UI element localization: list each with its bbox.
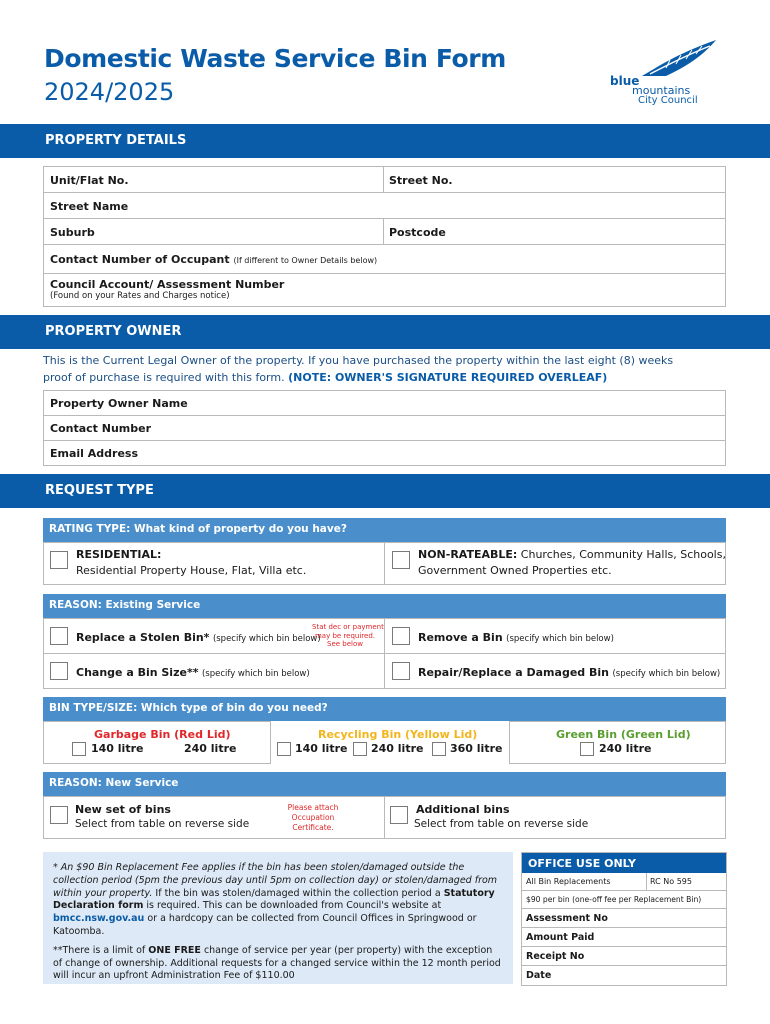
owner-intro [43,352,733,386]
office-use-heading: OFFICE USE ONLY [522,853,726,873]
green-240-checkbox[interactable] [580,742,594,756]
occupant-contact-note: (If different to Owner Details below) [233,256,378,265]
office-amount-row[interactable]: Amount Paid [522,928,726,947]
logo-text-mountains: mountains [632,84,691,97]
leaf-icon [636,38,722,80]
new-set-red-note: Please attach Occupation Certificate. [287,803,339,832]
office-receipt-row[interactable]: Receipt No [522,947,726,966]
property-details-band: PROPERTY DETAILS [0,124,770,158]
nonrateable-checkbox[interactable] [392,551,410,569]
reason-existing-bar: REASON: Existing Service [43,594,726,618]
stolen-label: Replace a Stolen Bin* (specify which bin below) [76,631,321,644]
remove-label: Remove a Bin (specify which bin below) [418,631,614,644]
street-name-row[interactable] [44,193,725,219]
council-logo [608,38,722,110]
suburb-label: Suburb [50,226,95,239]
logo-text-council: City Council [638,95,698,106]
garbage-140-label: 140 litre [91,742,144,755]
change-size-checkbox[interactable] [50,662,68,680]
additional-label: Additional bins [416,803,510,816]
office-use-table [521,852,727,986]
stolen-red-note: Stat dec or payment may be required. See below [312,623,384,648]
office-assessment-row[interactable]: Assessment No [522,909,726,928]
office-fee-row: $90 per bin (one-off fee per Replacement Bin) [522,891,726,909]
owner-contact-label: Contact Number [50,422,152,435]
property-owner-band: PROPERTY OWNER [0,315,770,349]
owner-email-row[interactable] [44,441,725,465]
owner-intro-line1: This is the Current Legal Owner of the property. If you have purchased the property within the last eight (8) weeks [43,354,674,367]
account-number-label: Council Account/ Assessment Number [50,278,285,291]
recycling-240-checkbox[interactable] [353,742,367,756]
logo-text-blue: blue [610,74,640,88]
street-no-label: Street No. [389,174,453,187]
residential-desc: Residential Property House, Flat, Villa etc. [76,564,307,577]
occupant-contact-label: Contact Number of Occupant [50,253,230,266]
stolen-checkbox[interactable] [50,627,68,645]
fee-info-paragraph-2: **There is a limit of ONE FREE change of service per year (per property) with the exception of change of ownership. Additional requests for a changed service within the 12 month period will incur an upfront Administration Fee of $110.00 [53,944,501,982]
reason-new-bar: REASON: New Service [43,772,726,796]
occupant-contact-row[interactable] [44,245,725,274]
new-set-label: New set of bins [75,803,171,816]
unit-street-row[interactable] [44,167,725,193]
repair-checkbox[interactable] [392,662,410,680]
postcode-label: Postcode [389,226,446,239]
remove-checkbox[interactable] [392,627,410,645]
new-set-desc: Select from table on reverse side [75,818,250,830]
recycling-240-label: 240 litre [371,742,424,755]
owner-email-label: Email Address [50,447,139,460]
green-bin-title: Green Bin (Green Lid) [556,728,691,741]
nonrateable-line1: NON-RATEABLE: Churches, Community Halls, Schools, [418,548,726,561]
rating-type-bar: RATING TYPE: What kind of property do you have? [43,518,726,542]
owner-name-row[interactable] [44,391,725,416]
green-240-label: 240 litre [599,742,652,755]
council-website-link[interactable]: bmcc.nsw.gov.au [53,913,145,925]
garbage-240-label: 240 litre [184,742,237,755]
bin-type-bar: BIN TYPE/SIZE: Which type of bin do you need? [43,697,726,721]
account-number-row[interactable] [44,274,725,306]
additional-checkbox[interactable] [390,806,408,824]
owner-intro-line2: proof of purchase is required with this form. [43,371,285,384]
form-title: Domestic Waste Service Bin Form [44,44,506,73]
office-date-row[interactable]: Date [526,970,552,981]
recycling-bin-title: Recycling Bin (Yellow Lid) [318,728,478,741]
residential-checkbox[interactable] [50,551,68,569]
office-replacement-row: All Bin Replacements RC No 595 [522,873,726,891]
street-name-label: Street Name [50,200,129,213]
unit-label: Unit/Flat No. [50,174,129,187]
residential-title: RESIDENTIAL: [76,548,162,561]
property-owner-table [43,390,726,466]
new-set-checkbox[interactable] [50,806,68,824]
recycling-140-checkbox[interactable] [277,742,291,756]
garbage-bin-title: Garbage Bin (Red Lid) [94,728,231,741]
recycling-140-label: 140 litre [295,742,348,755]
owner-contact-row[interactable] [44,416,725,441]
suburb-postcode-row[interactable] [44,219,725,245]
nonrateable-desc: Government Owned Properties etc. [418,564,612,577]
owner-signature-note: (NOTE: OWNER'S SIGNATURE REQUIRED OVERLEAF) [288,371,608,384]
fee-info-panel [43,852,513,984]
account-number-note: (Found on your Rates and Charges notice) [50,291,230,301]
property-details-table [43,166,726,307]
recycling-360-checkbox[interactable] [432,742,446,756]
fee-info-paragraph-1: * An $90 Bin Replacement Fee applies if the bin has been stolen/damaged outside the collection period (5pm the previous day until 5pm on collection day) or stolen/damaged from within your property. If the bin was stolen/damaged within the collection period a Statutory Declaration form is required. This can be downloaded from Council's website at bmcc.nsw.gov.au or a hardcopy can be collected from Council Offices in Springwood or Katoomba. [53,862,498,937]
form-year: 2024/2025 [44,78,175,106]
additional-desc: Select from table on reverse side [414,818,589,830]
garbage-140-checkbox[interactable] [72,742,86,756]
change-size-label: Change a Bin Size** (specify which bin below) [76,666,310,679]
recycling-360-label: 360 litre [450,742,503,755]
repair-label: Repair/Replace a Damaged Bin (specify which bin below) [418,666,721,679]
owner-name-label: Property Owner Name [50,397,188,410]
request-type-band: REQUEST TYPE [0,474,770,508]
